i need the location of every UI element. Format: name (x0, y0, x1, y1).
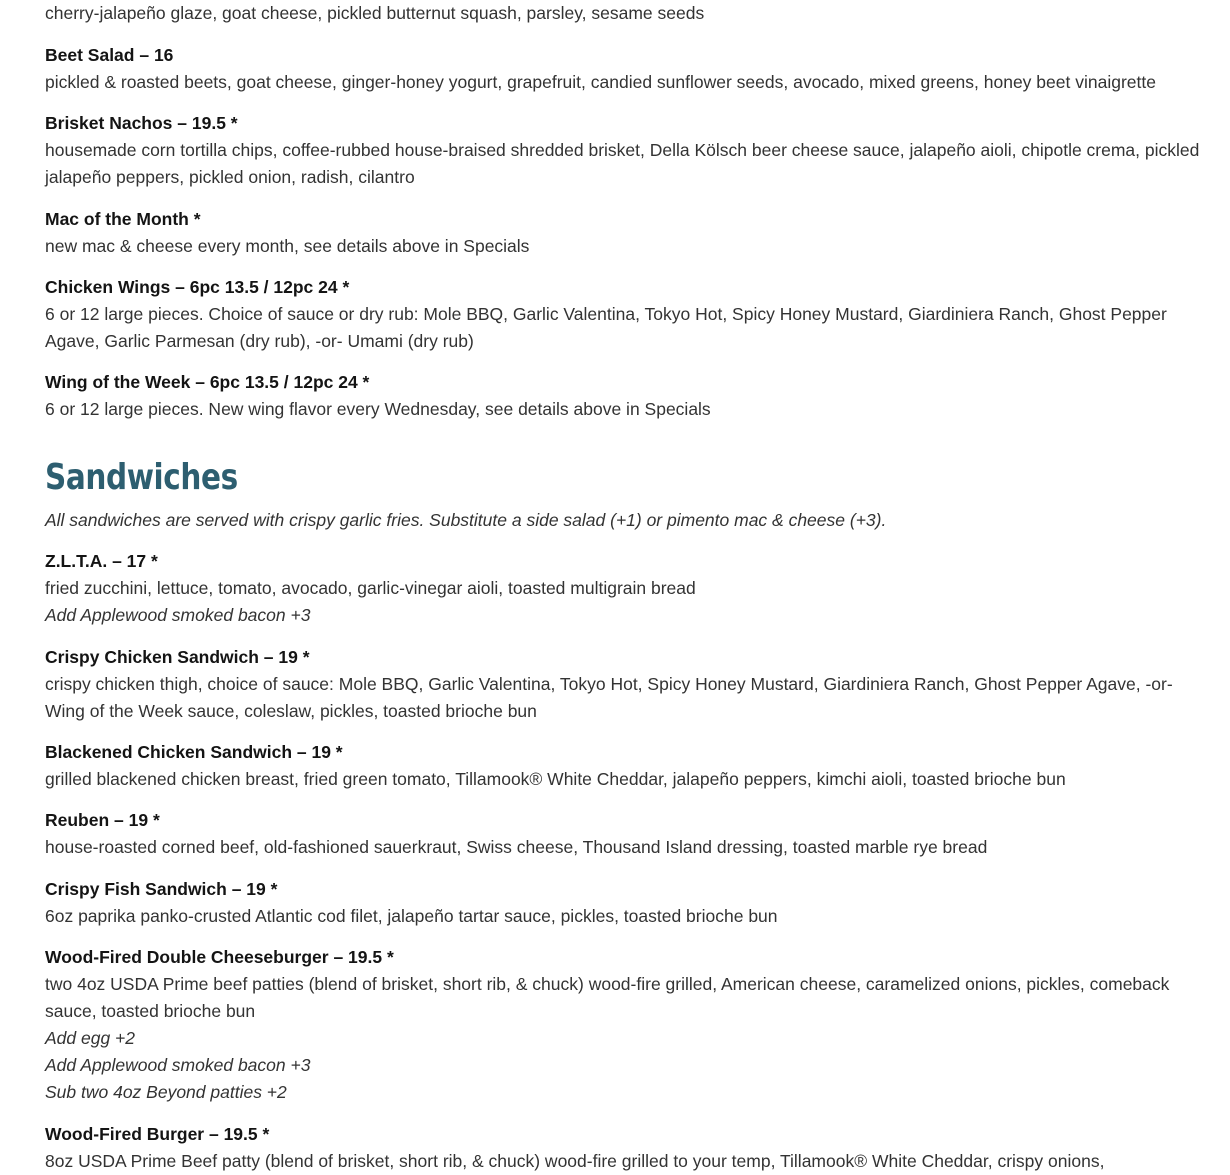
menu-item-title-crispy-fish: Crispy Fish Sandwich – 19 * (45, 879, 278, 899)
menu-item-desc-beet-salad: pickled & roasted beets, goat cheese, ginger-honey yogurt, grapefruit, candied sunflower seeds, avocado, mixed greens, honey beet vinaigrette (45, 72, 1156, 92)
menu-item-title-blackened-chicken: Blackened Chicken Sandwich – 19 * (45, 742, 343, 762)
menu-item-desc-chicken-wings-1: 6 or 12 large pieces. Choice of sauce or dry rub: Mole BBQ, Garlic Valentina, Tokyo Hot, Spicy Honey Mustard, Giardiniera Ranch, Ghost Pepper (45, 304, 1167, 324)
menu-item-title-crispy-chicken: Crispy Chicken Sandwich – 19 * (45, 647, 310, 667)
menu-item-desc-double-cheeseburger-1: two 4oz USDA Prime beef patties (blend of brisket, short rib, & chuck) wood-fire grilled, American cheese, caramelized onions, pickles, comeback (45, 974, 1170, 994)
sandwiches-note: All sandwiches are served with crispy garlic fries. Substitute a side salad (+1) or pimento mac & cheese (+3). (45, 510, 887, 530)
menu-item-addon-egg: Add egg +2 (45, 1028, 136, 1048)
menu-item-addon-zlta-bacon: Add Applewood smoked bacon +3 (45, 605, 311, 625)
menu-item-desc-wing-of-week: 6 or 12 large pieces. New wing flavor every Wednesday, see details above in Specials (45, 399, 711, 419)
menu-item-desc-crispy-chicken-2: Wing of the Week sauce, coleslaw, pickles, toasted brioche bun (45, 701, 537, 721)
menu-item-desc-chicken-wings-2: Agave, Garlic Parmesan (dry rub), -or- Umami (dry rub) (45, 331, 474, 351)
menu-item-title-wing-of-week: Wing of the Week – 6pc 13.5 / 12pc 24 * (45, 372, 370, 392)
menu-item-title-reuben: Reuben – 19 * (45, 810, 160, 830)
menu-item-title-chicken-wings: Chicken Wings – 6pc 13.5 / 12pc 24 * (45, 277, 350, 297)
menu-item-desc-crispy-chicken-1: crispy chicken thigh, choice of sauce: Mole BBQ, Garlic Valentina, Tokyo Hot, Spicy Honey Mustard, Giardiniera Ranch, Ghost Pepper Agave, -or- (45, 674, 1173, 694)
menu-item-desc-blackened-chicken: grilled blackened chicken breast, fried green tomato, Tillamook® White Cheddar, jalapeño peppers, kimchi aioli, toasted brioche bun (45, 769, 1066, 789)
menu-item-title-brisket-nachos: Brisket Nachos – 19.5 * (45, 113, 238, 133)
menu-item-desc-double-cheeseburger-2: sauce, toasted brioche bun (45, 1001, 256, 1021)
menu-item-desc-reuben: house-roasted corned beef, old-fashioned sauerkraut, Swiss cheese, Thousand Island dressing, toasted marble rye bread (45, 837, 988, 857)
menu-item-desc-mac-of-month: new mac & cheese every month, see details above in Specials (45, 236, 530, 256)
menu-item-addon-bacon: Add Applewood smoked bacon +3 (45, 1055, 311, 1075)
item-description-fragment: cherry-jalapeño glaze, goat cheese, pickled butternut squash, parsley, sesame seeds (45, 3, 705, 23)
menu-item-desc-wood-fired-burger: 8oz USDA Prime Beef patty (blend of brisket, short rib, & chuck) wood-fire grilled to your temp, Tillamook® White Cheddar, crispy onions, (45, 1151, 1105, 1171)
menu-item-title-beet-salad: Beet Salad – 16 (45, 45, 174, 65)
menu-item-desc-brisket-nachos-2: jalapeño peppers, pickled onion, radish, cilantro (45, 167, 415, 187)
menu-item-title-wood-fired-burger: Wood-Fired Burger – 19.5 * (45, 1124, 270, 1144)
menu-item-addon-beyond: Sub two 4oz Beyond patties +2 (45, 1082, 287, 1102)
section-heading-sandwiches: Sandwiches (45, 457, 238, 498)
menu-item-desc-zlta: fried zucchini, lettuce, tomato, avocado, garlic-vinegar aioli, toasted multigrain bread (45, 578, 696, 598)
menu-item-desc-brisket-nachos-1: housemade corn tortilla chips, coffee-rubbed house-braised shredded brisket, Della Kölsch beer cheese sauce, jalapeño aioli, chipotle crema, pickled (45, 140, 1200, 160)
menu-item-title-zlta: Z.L.T.A. – 17 * (45, 551, 158, 571)
menu-item-title-mac-of-month: Mac of the Month * (45, 209, 201, 229)
menu-item-desc-crispy-fish: 6oz paprika panko-crusted Atlantic cod filet, jalapeño tartar sauce, pickles, toasted brioche bun (45, 906, 778, 926)
menu-item-title-double-cheeseburger: Wood-Fired Double Cheeseburger – 19.5 * (45, 947, 394, 967)
